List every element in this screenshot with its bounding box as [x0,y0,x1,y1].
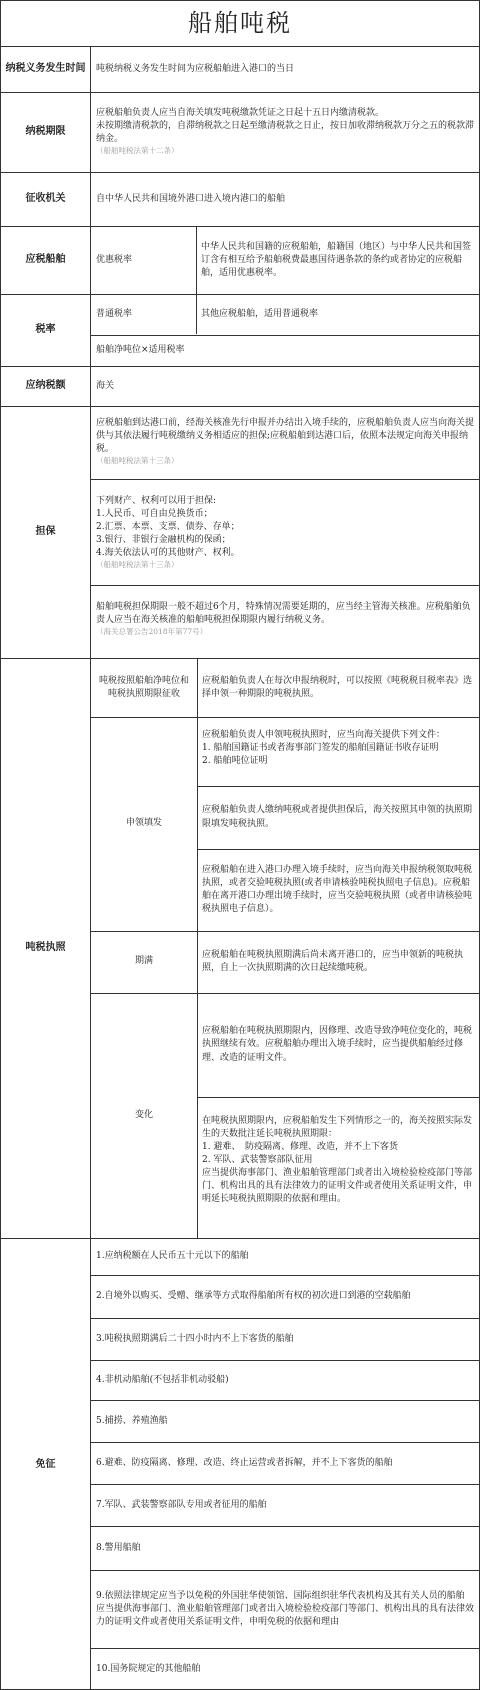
exempt-item: 6.避难、防疫隔离、修理、改造、终止运营或者拆解，并不上下客货的船舶 [91,1443,480,1485]
label-guarantee: 担保 [1,407,91,658]
rate-formula: 船舶净吨位×适用税率 [96,344,185,355]
row-taxable-ship [1,227,480,295]
guarantee-block-2-source: （船舶吨税法第十三条） [96,560,179,570]
label-taxable-ship: 应税船舶 [1,227,91,294]
exempt-item: 8.警用船舶 [91,1527,480,1571]
exempt-item: 10.国务院规定的其他船舶 [96,1664,201,1675]
apply-label: 申领填发 [125,818,162,829]
change-line: 1. 避难、 防疫隔离、修理、改造，并不上下客货 [202,1142,398,1153]
row-rate [1,295,480,367]
apply-line: 应税船舶负责人申领吨税执照时，应当向海关提供下列文件： [202,730,446,740]
deadline-line-1: 应税船舶负责人应当自海关填发吨税缴款凭证之日起十五日内缴清税款。 [96,108,385,118]
guarantee-block-3 [91,591,480,658]
row-occurrence [1,47,480,93]
row-exempt [1,1239,480,1690]
row-deadline [1,93,480,173]
guarantee-block-3-source: （海关总署公告2018年第77号） [96,627,208,637]
preferential-rate-text: 中华人民共和国籍的应税船舶，船籍国（地区）与中华人民共和国签订含有相互给予船舶税费最惠国待遇条款的条约或者协定的应税船舶，适用优惠税率。 [201,241,472,279]
guarantee-item: 3.银行、非银行金融机构的保函； [96,535,231,546]
guarantee-content [91,407,480,658]
label-deadline: 纳税期限 [1,93,91,172]
row-authority [1,173,480,227]
exempt-item: 9.依照法律规定应当予以免税的外国驻华使领馆、国际组织驻华代表机构及其有关人员的船舶 应当提供海事部门、渔业船舶管理部门或者出入境检验检疫部门等部门、机构出具的具有法律效力的证明文件或者使用关系证明文件，申明免税的依据和理由 [91,1571,480,1649]
label-exempt: 免征 [1,1239,91,1690]
normal-rate-text: 其他应税船舶，适用普通税率 [201,309,319,320]
exempt-content [91,1239,480,1690]
apply-block-1 [197,717,480,786]
exempt-item: 7.军队、武装警察部队专用或者征用的船舶 [91,1485,480,1527]
change-line: 应当提供海事部门、渔业船舶管理部门或者出入境检验检疫部门等部门、机构出具的具有法律效力的证明文件或者使用关系证明文件，申明延长吨税执照期限的依据和理由。 [202,1168,473,1205]
payable-text: 海关 [96,380,115,391]
divider [91,585,480,586]
page-title: 船舶吨税 [1,1,479,47]
guarantee-item: 4.海关依法认可的其他财产、权利。 [96,548,240,559]
guarantee-block-1-text: 应税船舶到达港口前，经海关核准先行申报并办结出入境手续的，应税船舶负责人应当向海关提供与其依法履行吨税缴纳义务相适应的担保;应税船舶到达港口后，依照本法规定向海关申报纳税。 [96,418,475,455]
guarantee-block-1 [91,413,480,479]
apply-block-3: 应税船舶在进入港口办理入境手续时，应当向海关申报纳税领取吨税执照，或者交验吨税执照(或者申请核验吨税执照电子信息)。应税船舶在离开港口办理出境手续时，应当交验吨税执照（或者申请核验吨税执照电子信息）。 [202,864,473,915]
label-occurrence: 纳税义务发生时间 [1,47,91,92]
rate-content [91,295,480,366]
guarantee-block-3-text: 船舶吨税担保期限一般不超过6个月，特殊情况需要延期的，应当经主管海关核准。应税船舶负责人应当在海关核准的船舶吨税担保期限内履行纳税义务。 [96,602,471,626]
row-guarantee [1,407,480,659]
deadline-line-2: 未按期缴清税款的，自滞纳税款之日起至缴清税款之日止，按日加收滞纳税款万分之五的税款滞纳金。 [96,121,475,145]
label-rate: 税率 [1,295,91,366]
label-payable: 应纳税额 [1,367,91,406]
row-payable [1,367,480,407]
change-line: 在吨税执照期限内，应税船舶发生下列情形之一的，海关按照实际发生的天数批注延长吨税执照期限： [202,1116,473,1140]
change-label: 变化 [134,1109,153,1120]
change-line: 2. 军队、武装警察部队征用 [202,1155,313,1166]
guarantee-block-1-source: （船舶吨税法第十三条） [96,456,179,466]
apply-line: 1. 船舶国籍证书或者海事部门签发的船舶国籍证书收存证明 [202,743,439,754]
change-block-2 [197,1097,480,1238]
exempt-item: 3.吨税执照期满后二十四小时内不上下客货的船舶 [91,1319,480,1361]
exempt-item: 5.捕捞、养殖渔船 [91,1401,480,1443]
apply-line: 2. 船舶吨位证明 [202,756,268,767]
occurrence-text: 吨税纳税义务发生时间为应税船舶进入港口的当日 [96,63,295,74]
deadline-content [91,93,480,172]
apply-block-2: 应税船舶负责人缴纳吨税或者提供担保后，海关按照其申领的执照期限填发吨税执照。 [202,805,473,829]
exempt-item: 4.非机动船舶(不包括非机动驳船) [91,1361,480,1401]
label-authority: 征收机关 [1,173,91,226]
deadline-source: （船舶吨税法第十二条） [96,146,179,156]
row-license [1,659,480,1239]
guarantee-block-2 [91,485,480,585]
authority-text: 自中华人民共和国境外港口进入境内港口的船舶 [96,193,286,204]
guarantee-item: 1.人民币、可自由兑换货币； [96,509,213,520]
normal-rate-label: 普通税率 [96,309,133,320]
change-block-1: 应税船舶在吨税执照期限内，因修理、改造导致净吨位变化的，吨税执照继续有效。应税船舶办理出入境手续时，应当提供船舶经过修理、改造的证明文件。 [202,1026,473,1063]
expire-text: 应税船舶在吨税执照期满后尚未离开港口的，应当申领新的吨税执照，自上一次执照期满的次日起续缴吨税。 [202,949,464,973]
exempt-item: 2.自境外以购买、受赠、继承等方式取得船舶所有权的初次进口到港的空载船舶 [91,1276,480,1319]
preferential-rate-label: 优惠税率 [96,254,133,265]
divider [91,479,480,480]
label-license: 吨税执照 [1,659,91,1238]
guarantee-item: 2.汇票、本票、支票、债券、存单； [96,522,240,533]
exempt-item: 1.应纳税额在人民币五十元以下的船舶 [91,1239,480,1276]
taxable-ship-content [91,227,480,294]
license-top-left: 吨税按照船舶净吨位和吨税执照期限征收 [98,675,189,699]
license-content [91,659,480,1238]
guarantee-intro: 下列财产、权利可以用于担保: [96,496,217,506]
license-top-right: 应税船舶负责人在每次申报纳税时，可以按照《吨税税目税率表》选择申领一种期限的吨税执照。 [202,675,473,699]
expire-label: 期满 [134,956,153,967]
